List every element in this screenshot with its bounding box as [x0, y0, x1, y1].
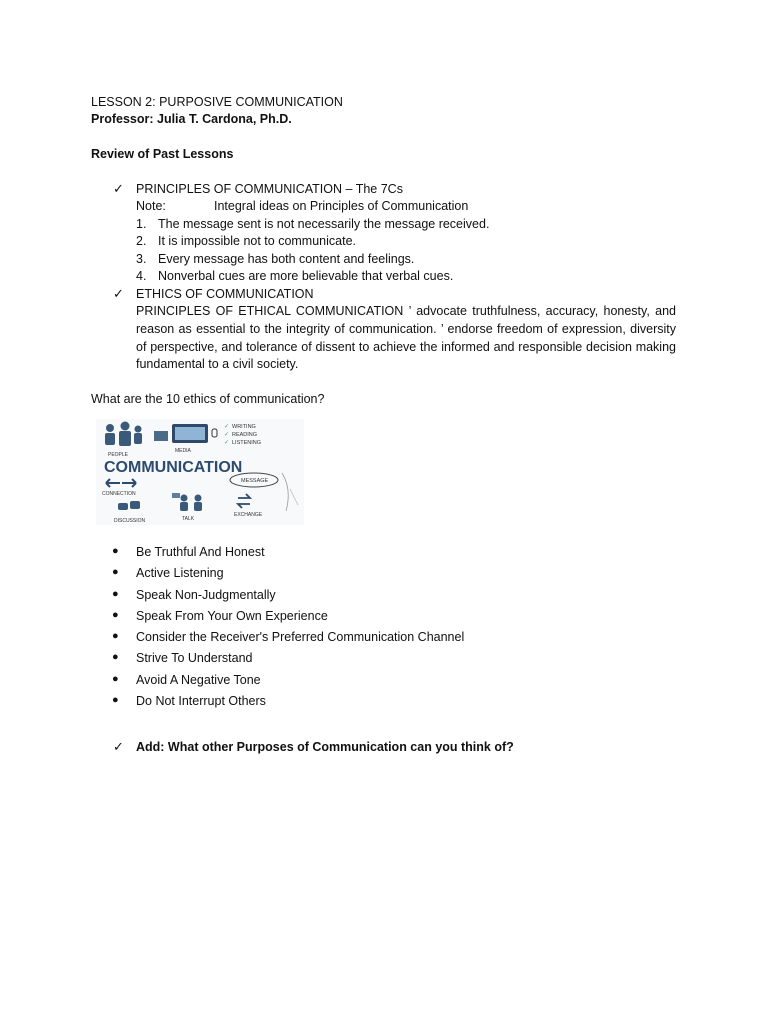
media-icon: [154, 424, 217, 443]
note-text: Integral ideas on Principles of Communication: [214, 199, 469, 213]
list-item: ● Strive To Understand: [112, 651, 253, 666]
list-item: ● Speak From Your Own Experience: [112, 608, 328, 623]
principles-list: [136, 216, 489, 286]
list-item: 1. The message sent is not necessarily the message received.: [136, 217, 490, 231]
list-item: ● Do Not Interrupt Others: [112, 694, 266, 709]
review-heading: Review of Past Lessons: [91, 147, 234, 161]
bullet-icon: ●: [112, 651, 119, 664]
discussion-label: DISCUSSION: [114, 518, 146, 524]
lesson-title: LESSON 2: PURPOSIVE COMMUNICATION: [91, 95, 343, 109]
bullet-icon: ●: [112, 672, 119, 685]
communication-word: COMMUNICATION: [104, 459, 243, 476]
list-item: ● Active Listening: [112, 566, 224, 581]
people-label: PEOPLE: [108, 452, 129, 458]
reading-label: READING: [232, 432, 258, 438]
bullet-icon: ●: [112, 608, 119, 621]
bullet-icon: ●: [112, 566, 119, 579]
professor-line: Professor: Julia T. Cardona, Ph.D.: [91, 112, 292, 126]
talk-label: TALK: [182, 516, 195, 522]
people-icon: [105, 422, 142, 447]
discussion-icon: [118, 501, 140, 510]
list-item: ● Speak Non-Judgmentally: [112, 587, 276, 602]
ethics-bullet-list: [112, 544, 464, 714]
add-prompt: Add: What other Purposes of Communication can you think of?: [136, 740, 514, 754]
note-line: [136, 198, 468, 215]
list-item: ● Be Truthful And Honest: [112, 545, 265, 559]
communication-illustration: [96, 419, 304, 525]
note-label: Note:: [136, 199, 166, 213]
bullet-icon: ●: [112, 630, 119, 643]
connection-label: CONNECTION: [102, 491, 136, 497]
list-item: 3. Every message has both content and feelings.: [136, 251, 415, 266]
checkmark-icon: ✓: [113, 181, 124, 196]
checkmark-icon: ✓: [113, 739, 124, 754]
list-item: ● Avoid A Negative Tone: [112, 672, 261, 687]
ethics-heading: ETHICS OF COMMUNICATION: [136, 287, 314, 301]
svg-text:✓: ✓: [224, 440, 230, 446]
media-label: MEDIA: [175, 448, 191, 454]
exchange-label: EXCHANGE: [234, 512, 263, 518]
list-item: 2. It is impossible not to communicate.: [136, 234, 356, 249]
ethics-question: What are the 10 ethics of communication?: [91, 392, 325, 406]
list-item: ● Consider the Receiver's Preferred Communication Channel: [112, 630, 465, 645]
checkmark-icon: ✓: [113, 286, 124, 301]
bullet-icon: ●: [112, 694, 119, 707]
principles-heading: PRINCIPLES OF COMMUNICATION – The 7Cs: [136, 182, 403, 196]
list-item: 4. Nonverbal cues are more believable that verbal cues.: [136, 269, 454, 284]
arrows-icon: [106, 479, 136, 487]
svg-text:✓: ✓: [224, 432, 230, 438]
writing-label: WRITING: [232, 424, 256, 430]
listening-label: LISTENING: [232, 440, 262, 446]
svg-text:✓: ✓: [224, 424, 230, 430]
bullet-icon: ●: [112, 545, 119, 557]
ethics-paragraph: PRINCIPLES OF ETHICAL COMMUNICATION ’ advocate truthfulness, accuracy, honesty, and reason as essential to the integrity of communication. ’ endorse freedom of expression, diversity of perspective, and tolerance of dissent to achieve the informed and responsible decision making fundamental to a civil society.: [136, 304, 676, 372]
talk-icon: [172, 493, 202, 511]
exchange-icon: [238, 494, 250, 508]
bullet-icon: ●: [112, 587, 119, 600]
message-label: MESSAGE: [241, 478, 269, 484]
